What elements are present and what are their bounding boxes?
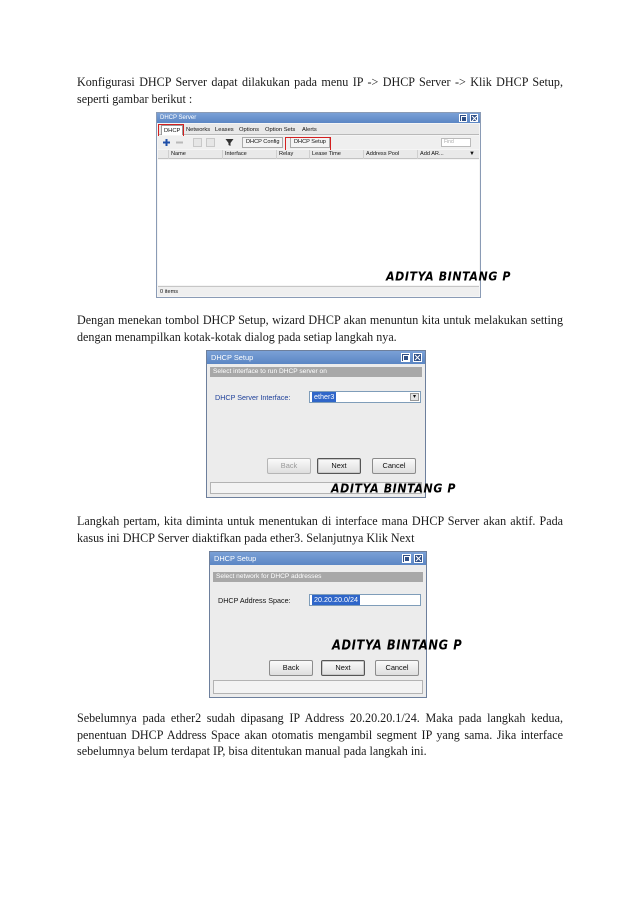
interface-label: DHCP Server Interface:: [215, 393, 291, 402]
close-icon[interactable]: [470, 114, 478, 122]
step-two-paragraph: Sebelumnya pada ether2 sudah dipasang IP Address 20.20.20.1/24. Maka pada langkah kedua, penentuan DHCP Address Space akan otomatis mengambil segment IP yang sama. Jika interface sebelumnya belum terdapat IP, bisa ditentukan manual pada langkah ini.: [77, 711, 563, 759]
dhcp-config-button[interactable]: DHCP Config: [242, 137, 283, 148]
dhcp-server-window: [156, 112, 512, 298]
tab-leases[interactable]: Leases: [215, 127, 234, 133]
window-title: DHCP Server: [157, 113, 480, 123]
interface-select[interactable]: [309, 391, 421, 403]
maximize-icon[interactable]: [402, 554, 411, 563]
column-add-arp[interactable]: Add AR...: [417, 150, 444, 159]
find-input[interactable]: Find: [441, 138, 471, 147]
address-space-value: 20.20.20.0/24: [314, 595, 358, 604]
column-relay[interactable]: Relay: [276, 150, 293, 159]
dialog-status-bar: [213, 680, 423, 694]
step-one-paragraph: Langkah pertam, kita diminta untuk menentukan di interface mana DHCP Server akan aktif. Pada kasus ini DHCP Server diaktifkan pada ether3. Selanjutnya Klik Next: [77, 514, 563, 545]
close-icon[interactable]: [413, 353, 422, 362]
watermark: ADITYA BINTANG P: [332, 636, 463, 654]
watermark: ADITYA BINTANG P: [331, 481, 457, 496]
maximize-icon[interactable]: [459, 114, 467, 122]
dialog-title: DHCP Setup: [207, 351, 425, 364]
table-header: [158, 150, 479, 159]
dhcp-setup-network-dialog: [209, 551, 463, 698]
cancel-button[interactable]: Cancel: [372, 458, 416, 474]
table-body: [158, 160, 479, 285]
tab-bar: [158, 124, 479, 135]
dhcp-setup-interface-dialog: [206, 350, 457, 498]
address-space-input[interactable]: [309, 594, 421, 606]
tab-dhcp[interactable]: DHCP: [161, 125, 183, 135]
next-button[interactable]: Next: [321, 660, 365, 676]
remove-icon[interactable]: [175, 138, 184, 147]
status-bar: 0 items: [158, 286, 479, 296]
back-button[interactable]: Back: [269, 660, 313, 676]
column-lease-time[interactable]: Lease Time: [309, 150, 341, 159]
tab-networks[interactable]: Networks: [186, 127, 211, 133]
maximize-icon[interactable]: [401, 353, 410, 362]
dialog-subtitle: Select interface to run DHCP server on: [210, 367, 422, 377]
watermark: ADITYA BINTANG P: [386, 269, 512, 284]
dialog-subtitle: Select network for DHCP addresses: [213, 572, 423, 582]
dialog-title: DHCP Setup: [210, 552, 426, 565]
cancel-button[interactable]: Cancel: [375, 660, 419, 676]
tab-option-sets[interactable]: Option Sets: [265, 127, 296, 133]
disable-icon[interactable]: [206, 138, 215, 147]
column-name[interactable]: Name: [168, 150, 186, 159]
close-icon[interactable]: [414, 554, 423, 563]
add-icon[interactable]: [162, 138, 171, 147]
dhcp-setup-highlight: [285, 137, 331, 151]
address-space-label: DHCP Address Space:: [218, 596, 291, 605]
dropdown-arrow-icon[interactable]: ▾: [410, 393, 419, 401]
next-button[interactable]: Next: [317, 458, 361, 474]
column-menu-icon[interactable]: ▼: [469, 151, 475, 157]
tab-options[interactable]: Options: [239, 127, 259, 133]
wizard-paragraph: Dengan menekan tombol DHCP Setup, wizard DHCP akan menuntun kita untuk melakukan setting dengan menampilkan kotak-kotak dialog pada setiap langkah nya.: [77, 313, 563, 344]
column-address-pool[interactable]: Address Pool: [363, 150, 399, 159]
intro-paragraph: Konfigurasi DHCP Server dapat dilakukan pada menu IP -> DHCP Server -> Klik DHCP Setup, seperti gambar berikut :: [77, 75, 563, 106]
dhcp-setup-button[interactable]: DHCP Setup: [290, 137, 330, 148]
column-interface[interactable]: Interface: [222, 150, 247, 159]
filter-icon[interactable]: [225, 138, 234, 147]
tab-alerts[interactable]: Alerts: [302, 127, 317, 133]
back-button[interactable]: Back: [267, 458, 311, 474]
enable-icon[interactable]: [193, 138, 202, 147]
interface-value: ether3: [314, 392, 335, 401]
